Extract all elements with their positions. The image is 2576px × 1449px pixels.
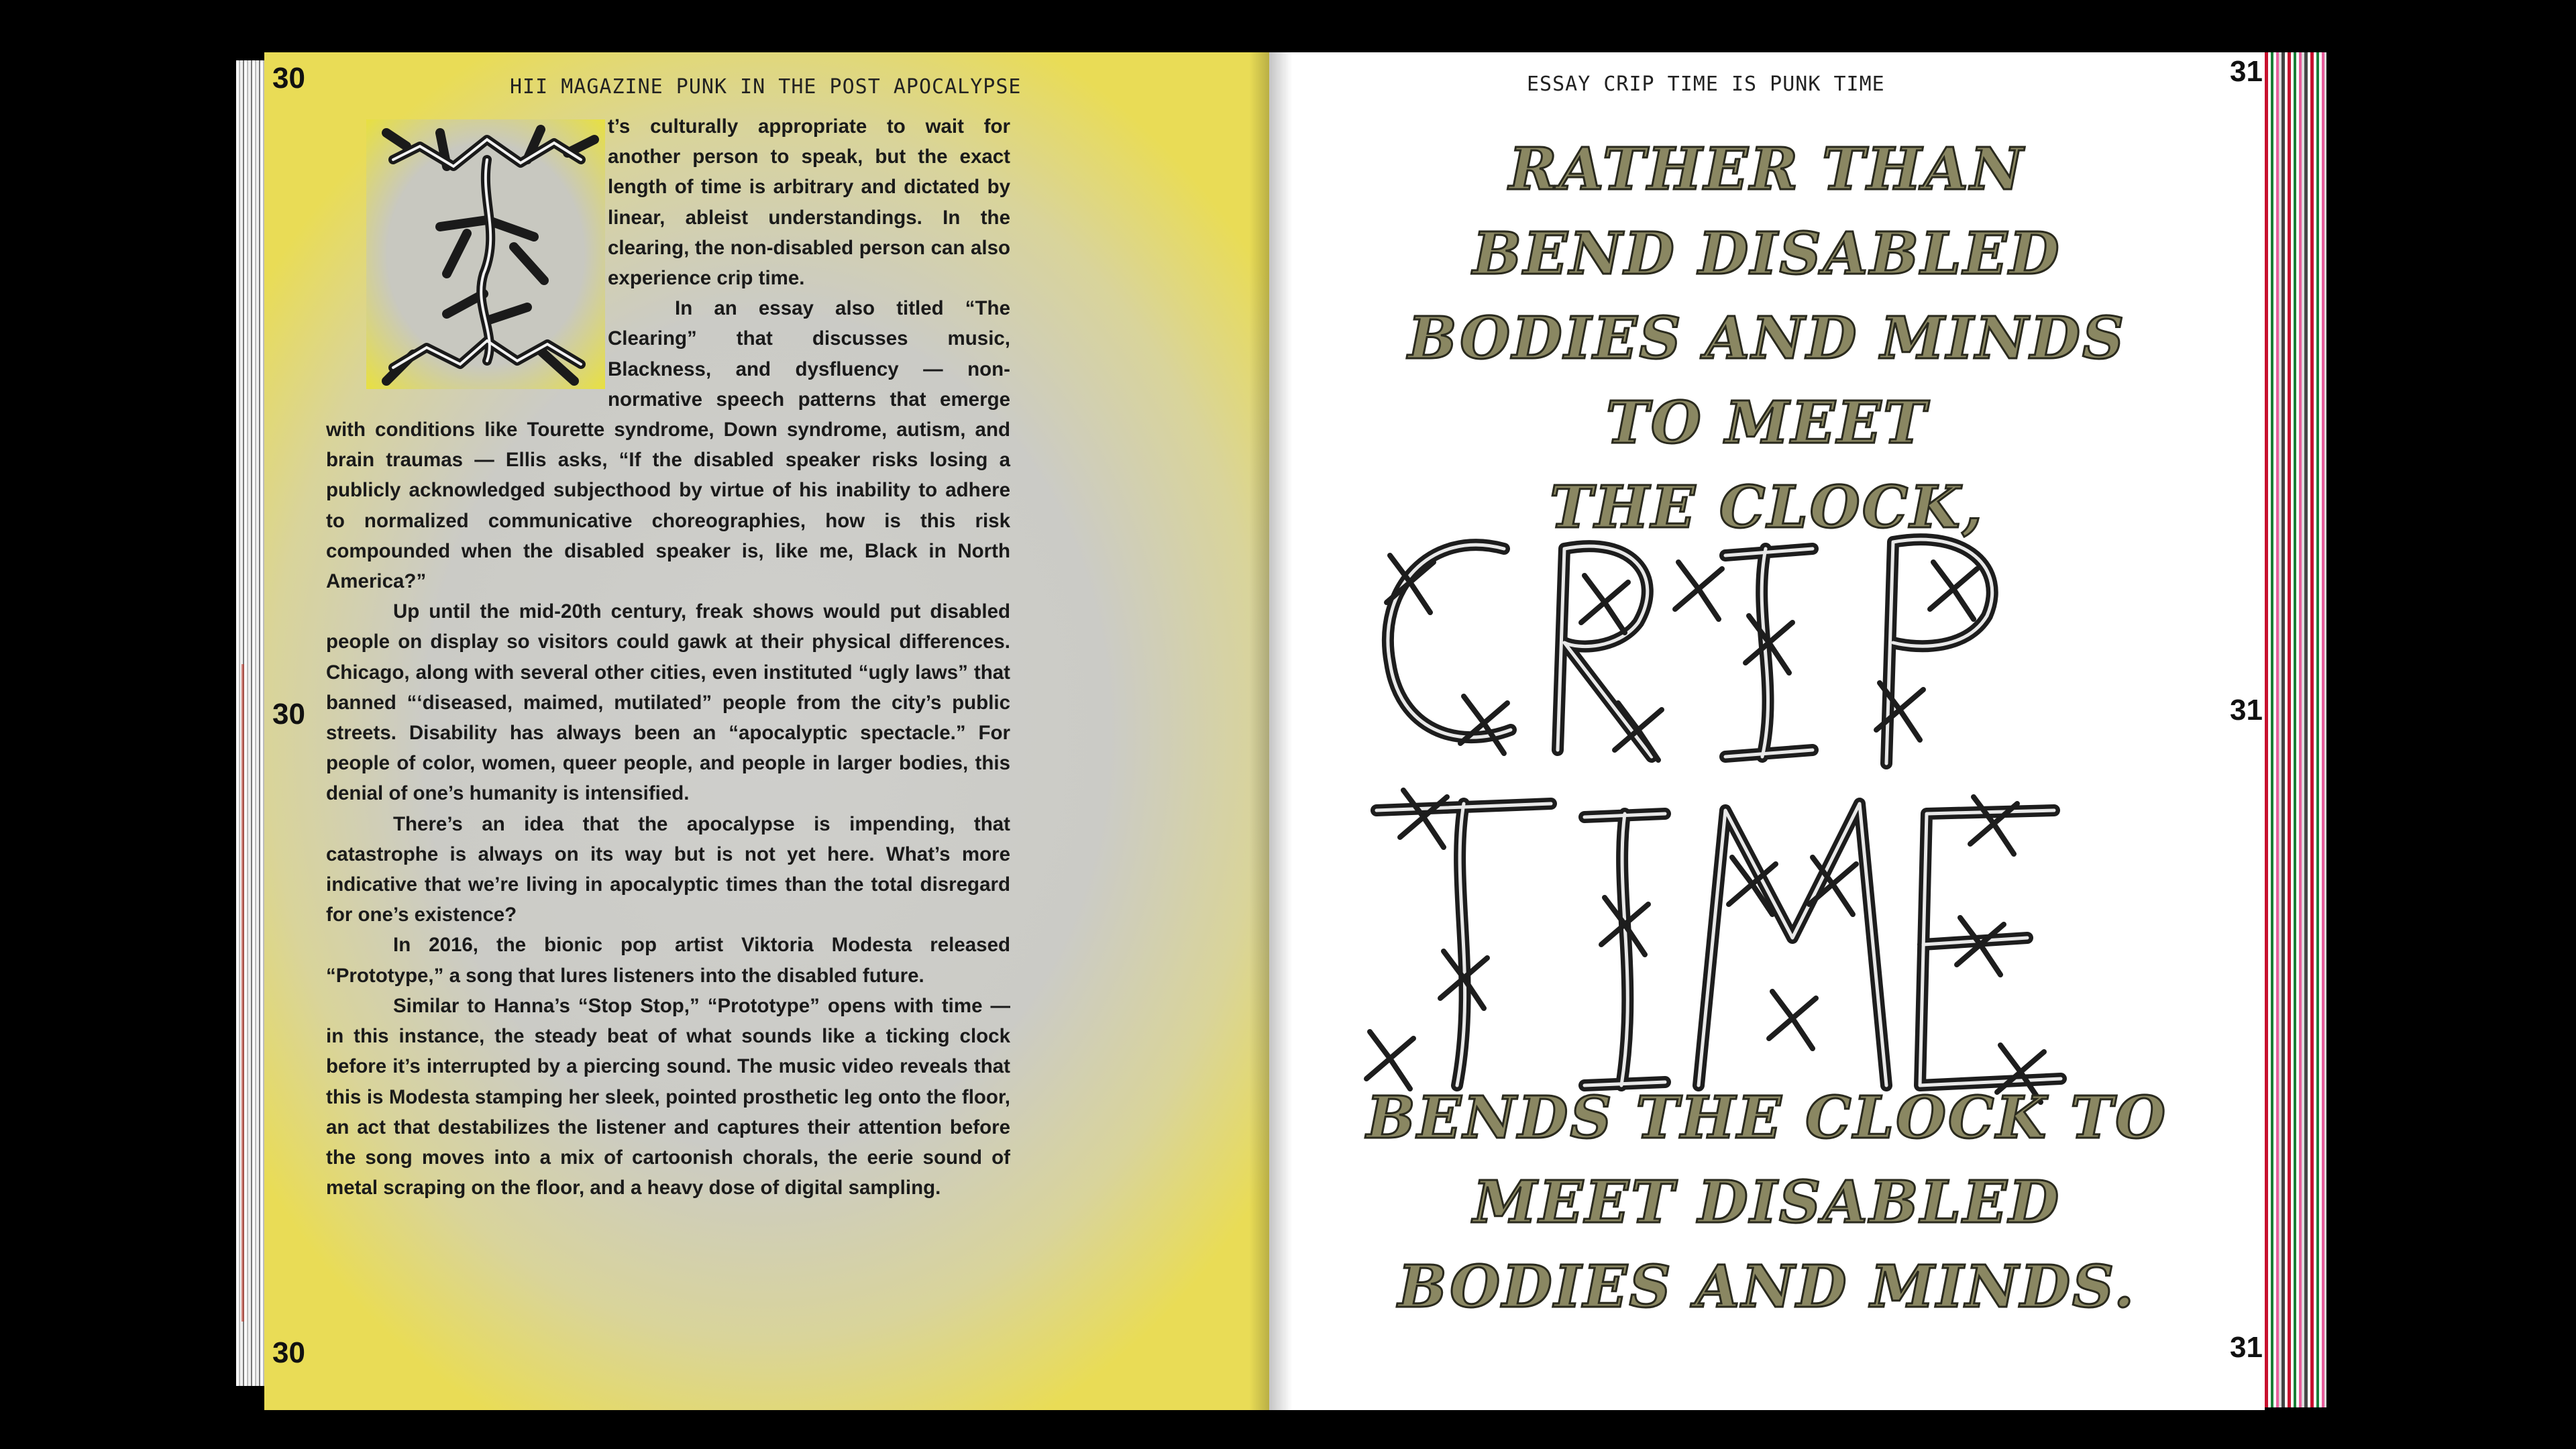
- left-page-edges: [236, 60, 264, 1386]
- thorn-lettering-art: [1350, 508, 2101, 1126]
- paragraph-2: In an essay also titled “The Clearing” that discusses music, Blackness, and dysfluency — non-normative speech patterns that emerge with conditions like Tourette syndrome, Down syndrome, autism, and brain traumas — Ellis asks, “If the disabled speaker risks losing a publicly acknowledged subjecthood by virtue of his inability to adhere to normalized communicative choreographies, how is this risk compounded when the disabled speaker is, like me, Black in North America?”: [326, 297, 1010, 593]
- quote-line: RATHER THAN: [1509, 136, 2025, 203]
- pull-quote-bottom: [1269, 1076, 2265, 1330]
- paragraph-3: Up until the mid-20th century, freak shows would put disabled people on display so visitors could gawk at their physical differences. Chicago, along with several other cities, even instituted “ugly laws” that banned “‘diseased, maimed, mutilated” people from the city’s public streets. Disability has always been an “apocalyptic spectacle.” For people of color, women, queer people, and people in larger bodies, this denial of one’s humanity is intensified.: [326, 600, 1010, 805]
- article-body: [326, 111, 1010, 1203]
- quote-line: THE CLOCK,: [1550, 474, 1984, 541]
- quote-line: TO MEET: [1605, 389, 1929, 457]
- quote-line: BODIES AND MINDS: [1407, 305, 2127, 372]
- paragraph-5: In 2016, the bionic pop artist Viktoria Modesta released “Prototype,” a song that lures listeners into the disabled future.: [326, 934, 1010, 987]
- left-page: [264, 52, 1269, 1410]
- folio-mid-left: 30: [272, 698, 305, 731]
- folio-bottom-right: 31: [2230, 1331, 2263, 1364]
- right-page: [1269, 52, 2265, 1410]
- quote-line: BODIES AND MINDS.: [1397, 1253, 2137, 1321]
- folio-top-right: 31: [2230, 55, 2263, 88]
- quote-line: BENDS THE CLOCK TO: [1366, 1084, 2168, 1152]
- folio-top-left: 30: [272, 62, 305, 95]
- paragraph-4: There’s an idea that the apocalypse is impending, that catastrophe is always on its way but is not yet here. What’s more indicative that we’re living in apocalyptic times than the total disregard for one’s existence?: [326, 812, 1010, 926]
- quote-line: BEND DISABLED: [1472, 220, 2061, 288]
- right-page-edges: [2265, 52, 2326, 1407]
- crip-time-thorn-lettering: [1350, 508, 2101, 1126]
- paragraph-6: Similar to Hanna’s “Stop Stop,” “Prototype” opens with time — in this instance, the steady beat of what sounds like a ticking clock before it’s interrupted by a piercing sound. The music video reveals that this is Modesta stamping her sleek, pointed prosthetic leg onto the floor, an act that destabilizes the listener and captures their attention before the song moves into a mix of cartoonish chorals, the eerie sound of metal scraping on the floor, and a heavy dose of digital sampling.: [326, 994, 1010, 1199]
- folio-mid-right: 31: [2230, 694, 2263, 727]
- pull-quote-top: [1269, 127, 2265, 550]
- folio-bottom-left: 30: [272, 1336, 305, 1369]
- running-head-right: ESSAY CRIP TIME IS PUNK TIME: [1527, 72, 1885, 96]
- running-head-left: HII MAGAZINE PUNK IN THE POST APOCALYPSE: [510, 75, 1022, 99]
- paragraph-1: t’s culturally appropriate to wait for another person to speak, but the exact length of time is arbitrary and dictated by linear, ableist understandings. In the clearing, the non-disabled person can also experience crip time.: [608, 115, 1010, 290]
- quote-line: MEET DISABLED: [1472, 1169, 2061, 1236]
